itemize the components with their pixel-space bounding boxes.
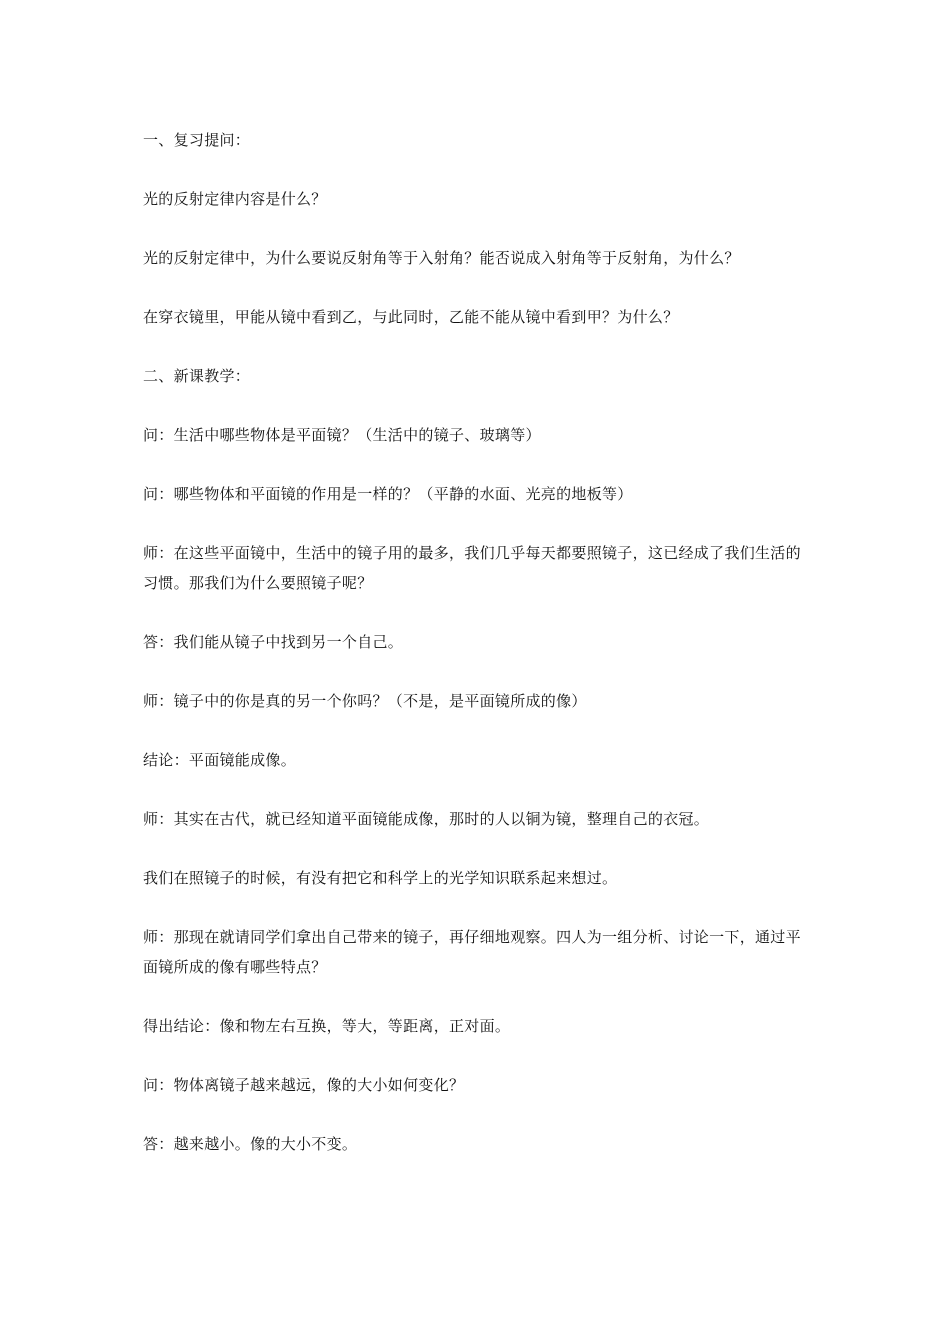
document-body <box>143 125 813 1159</box>
section-heading-new-lesson: 二、新课教学： <box>143 367 251 385</box>
paragraph: 问：生活中哪些物体是平面镜？（生活中的镜子、玻璃等） <box>143 426 541 444</box>
paragraph: 问：物体离镜子越来越远，像的大小如何变化？ <box>143 1076 465 1094</box>
paragraph: 在穿衣镜里，甲能从镜中看到乙，与此同时，乙能不能从镜中看到甲？为什么？ <box>143 308 679 326</box>
paragraph: 光的反射定律内容是什么？ <box>143 190 327 208</box>
paragraph: 光的反射定律中，为什么要说反射角等于入射角？能否说成入射角等于反射角，为什么？ <box>143 249 740 267</box>
paragraph: 师：在这些平面镜中，生活中的镜子用的最多，我们几乎每天都要照镜子，这已经成了我们生活的习惯。那我们为什么要照镜子呢？ <box>143 544 801 592</box>
paragraph: 答：越来越小。像的大小不变。 <box>143 1135 358 1153</box>
paragraph: 得出结论：像和物左右互换，等大，等距离，正对面。 <box>143 1017 511 1035</box>
paragraph: 师：其实在古代，就已经知道平面镜能成像，那时的人以铜为镜，整理自己的衣冠。 <box>143 810 710 828</box>
paragraph: 答：我们能从镜子中找到另一个自己。 <box>143 633 404 651</box>
section-heading-review: 一、复习提问： <box>143 131 251 149</box>
paragraph: 师：那现在就请同学们拿出自己带来的镜子，再仔细地观察。四人为一组分析、讨论一下，通过平面镜所成的像有哪些特点？ <box>143 928 801 976</box>
paragraph: 我们在照镜子的时候，有没有把它和科学上的光学知识联系起来想过。 <box>143 869 618 887</box>
paragraph: 结论：平面镜能成像。 <box>143 751 297 769</box>
paragraph: 师：镜子中的你是真的另一个你吗？（不是，是平面镜所成的像） <box>143 692 587 710</box>
paragraph: 问：哪些物体和平面镜的作用是一样的？（平静的水面、光亮的地板等） <box>143 485 633 503</box>
